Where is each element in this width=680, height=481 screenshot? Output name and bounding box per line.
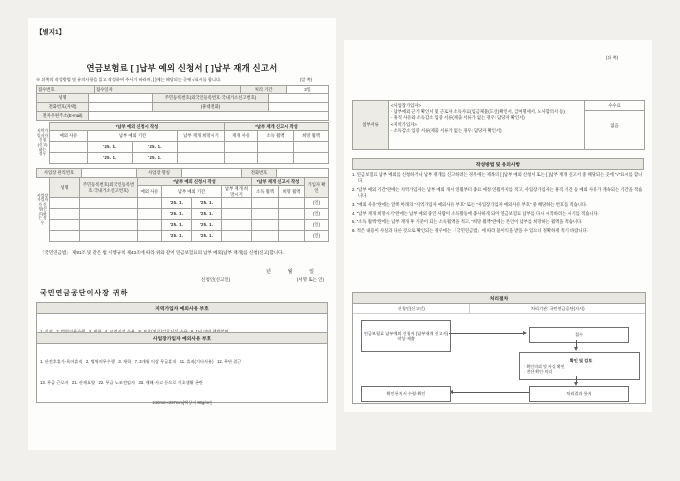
howto-items xyxy=(352,172,644,237)
workplace-codes xyxy=(36,332,328,403)
seal-mark: (인) xyxy=(305,220,329,231)
regional-section xyxy=(36,122,328,164)
workplace-side-label: 사업장가입자가 신청(신고)하는 경우 xyxy=(36,193,48,225)
howto-item: 4. "납부 재개 희망시기"란에는 납부 예외 중인 사람이 소득활동에 종사하게 되어 연금보험료 납부를 다시 시작하려는 시기를 적습니다. xyxy=(352,210,599,216)
blank-cell xyxy=(258,153,294,164)
howto-item: 1. 연금보험료 납부 예외를 신청하거나 납부 재개를 신고하려는 경우에는 제목의 [ ]납부 예외 신청서 또는 [ ]납부 재개 신고서 중 해당되는 곳에 "√"표시를 합니다. xyxy=(352,172,643,184)
workplace-tel-label: 전화번호 xyxy=(242,169,277,178)
seal-mark: (인) xyxy=(305,209,329,220)
blank-cell xyxy=(50,198,80,209)
workplace-col-period: 납부 예외 기간 xyxy=(162,186,222,198)
date-stamp: '25. 1. xyxy=(162,198,192,209)
blank-cell xyxy=(294,142,329,153)
receipt-date-label: 접수일자 xyxy=(95,86,241,94)
form-title: 연금보험료 [ ]납부 예외 신청서 [ ]납부 재개 신고서 xyxy=(86,63,278,73)
attachment-line: <지역가입자> xyxy=(391,121,417,127)
workplace-col-reason: 예외 사유 xyxy=(138,186,162,198)
workplace-col-rrn: 주민등록번호(외국인등록번호·국내거소신고번호) xyxy=(80,178,138,198)
process-review-title: 확인 및 검토 xyxy=(569,358,593,364)
arrow-down-icon xyxy=(576,340,577,347)
declaration-text: 「국민연금법」 제91조 및 같은 법 시행규칙 제43조에 따라 위와 같이 연금보험료의 납부 예외(납부 재개)를 신청(신고)합니다. xyxy=(40,250,284,255)
blank-cell xyxy=(50,209,80,220)
blank-cell xyxy=(138,209,162,220)
workplace-section xyxy=(36,177,328,242)
back-side-mark: (뒤 쪽) xyxy=(606,55,619,60)
name-value-cell xyxy=(89,94,153,103)
workplace-group2-header: *납부 재개 신고시 작성 xyxy=(252,178,305,186)
howto-item: 3. "예외 사유"란에는 앞쪽 아래의 "지역가입자 예외사유 부호" 또는 "사업장가입자 예외사유 부호" 중 해당하는 번호를 적습니다. xyxy=(352,201,588,207)
regional-side-label: 지역가입자가 신청(신고)하는 경우 xyxy=(36,129,48,157)
workplace-col-name: 성명 xyxy=(50,178,80,198)
email-value-cell xyxy=(89,112,329,121)
workplace-col-hope: 희망 월액 xyxy=(279,186,305,198)
date-stamp: '25. 1. xyxy=(162,231,192,242)
blank-cell xyxy=(138,220,162,231)
regional-col-period: 납부 예외 기간 xyxy=(88,131,178,142)
howto-item: 5. "소득 월액"란에는 납부 재개 후 기준이 되는 소득월액을 적고, "희망 월액"란에는 본인이 납부를 희망하는 월액을 적습니다. xyxy=(352,219,583,225)
codes-line: 13. 무급 근로자 21. 산재요양 22. 무급 노조전임자 33. 재해·사고 등으로 기초생활 곤란 xyxy=(40,379,203,385)
workplace-col-resume: 납부 재개 희망시기 xyxy=(222,186,252,198)
process-section xyxy=(352,292,646,404)
process-review-note: · 전산 확인·처리 xyxy=(524,368,553,374)
fee-value: 없음 xyxy=(610,123,619,129)
blank-cell xyxy=(225,142,258,153)
sign-note: (서명 또는 인) xyxy=(296,277,324,282)
arrow-left-icon xyxy=(453,392,529,393)
regional-col-resume: 납부 재개 희망시기 xyxy=(178,131,225,142)
workplace-col-income: 소득 월액 xyxy=(252,186,279,198)
processing-period-label: 처리 기간 xyxy=(241,86,287,94)
form-notice: ※ 뒤쪽의 작성방법 및 유의사항을 읽고 작성하여 주시기 바라며, [ ]에는 해당되는 곳에 √표시를 합니다. xyxy=(36,77,222,82)
workplace-row xyxy=(50,198,329,209)
workplace-row xyxy=(50,209,329,220)
regional-col-income: 소득 월액 xyxy=(258,131,294,142)
process-confirm-box: 확인통지서 수령·확인 xyxy=(361,386,451,402)
process-review-box xyxy=(519,352,640,380)
attachment-line: - 납부예외 근거 확인서 및 근로자 소득자료(임금체불(도산)확인서, 급여명세서, 노사합의서 등) xyxy=(391,109,565,115)
paper-spec-note: 210mm×297mm[백상지 80g/m²] xyxy=(152,400,212,405)
blank-cell xyxy=(80,209,138,220)
date-stamp: '25. 1. xyxy=(133,142,178,153)
processing-period-value: 3일 xyxy=(287,86,329,94)
attachment-line: - 소득감소 입증 서류(제출 서류가 없는 경우: 담당자 확인서) xyxy=(391,127,502,133)
blank-cell xyxy=(252,220,279,231)
fee-label: 수수료 xyxy=(585,101,644,111)
signer-line xyxy=(36,277,324,283)
blank-cell xyxy=(80,220,138,231)
name-label: 성명 xyxy=(37,94,89,103)
fee-cell xyxy=(585,101,645,150)
date-stamp: '25. 1. xyxy=(162,220,192,231)
blank-cell xyxy=(50,142,88,153)
date-stamp: '25. 1. xyxy=(192,220,222,231)
howto-header xyxy=(352,158,644,170)
regional-col-hope: 희망 월액 xyxy=(294,131,329,142)
attachments-list xyxy=(389,101,585,150)
process-notify-box: 처리결과 통지 xyxy=(529,386,629,402)
process-title: 처리절차 xyxy=(353,293,645,304)
rrn-label: 주민등록번호(외국인등록번호·국내거소신고번호) xyxy=(153,94,269,103)
blank-cell xyxy=(80,231,138,242)
regional-col-reason: 예외 사유 xyxy=(50,131,88,142)
addressee: 국민연금공단이사장 귀하 xyxy=(40,290,129,297)
email-label: 전자우편주소(E-mail) xyxy=(37,112,89,121)
date-stamp: '25. 1. xyxy=(133,153,178,164)
date-stamp: '25. 1. xyxy=(88,142,133,153)
date-stamp: '25. 1. xyxy=(192,209,222,220)
blank-cell xyxy=(279,198,305,209)
howto-item: 6. 적은 내용이 사실과 다른 것으로 확인되는 경우에는 「국민연금법」에 따라 불이익을 받을 수 있으니 정확하게 적기 바랍니다. xyxy=(352,228,588,234)
process-actor-applicant: 신청인(신고인) xyxy=(353,304,470,313)
attachments-table xyxy=(352,100,644,150)
date-line: 년 월 일 xyxy=(266,269,314,275)
blank-cell xyxy=(279,209,305,220)
attachment-line: <사업장가입자> xyxy=(391,103,421,108)
date-stamp: '25. 1. xyxy=(192,198,222,209)
date-stamp: '25. 1. xyxy=(192,231,222,242)
regional-row xyxy=(50,142,329,153)
tel-label: 전화번호(자택) xyxy=(37,103,89,112)
rrn-value-cell xyxy=(269,94,329,103)
workplace-codes-title: 사업장가입자 예외사유 부호 xyxy=(36,332,328,344)
blank-cell xyxy=(50,231,80,242)
blank-cell xyxy=(222,220,252,231)
blank-cell xyxy=(225,153,258,164)
howto-item: 2. "납부 예외 기간"란에는 지역가입자는 납부 예외 개시 연월부터 종료 예정 연월까지를 적고, 사업장가입자는 휴직 기간 등 예외 사유가 계속되는 기간을 적습니다. xyxy=(352,186,643,199)
attachment-label: 【별지1】 xyxy=(36,29,66,36)
blank-cell xyxy=(252,209,279,220)
regional-codes-title: 지역가입자 예외사유 부호 xyxy=(36,302,328,314)
blank-cell xyxy=(50,220,80,231)
process-submit-box: 연금보험료 납부예외 신청서 (납부재개 신고서) 작성·제출 xyxy=(361,320,451,352)
process-receive-box: 접수 xyxy=(529,327,629,343)
attachments-label: 첨부서류 xyxy=(353,101,389,150)
workplace-name-label: 사업장 명칭 xyxy=(137,169,182,178)
process-flow xyxy=(353,314,645,402)
workplace-group1-header: *납부 예외 신청시 작성 xyxy=(138,178,252,186)
blank-cell xyxy=(222,231,252,242)
arrow-right-icon xyxy=(523,331,527,335)
process-actor-agency: 처리기관: 국민연금공단(지사) xyxy=(530,305,585,311)
applicant-table xyxy=(36,93,328,121)
blank-cell xyxy=(294,153,329,164)
regional-group2-header: *납부 재개 신고시 작성 xyxy=(225,123,329,131)
blank-cell xyxy=(252,198,279,209)
process-actors xyxy=(353,304,645,314)
regional-row xyxy=(50,153,329,164)
front-side-mark: (앞 쪽) xyxy=(300,77,313,82)
date-stamp: '25. 1. xyxy=(162,209,192,220)
blank-cell xyxy=(80,198,138,209)
process-review-note: · 확인의뢰 및 사실 확인 xyxy=(524,363,565,369)
regional-group1-header: *납부 예외 신청시 작성 xyxy=(50,123,225,131)
blank-cell xyxy=(178,142,225,153)
blank-cell xyxy=(279,220,305,231)
codes-line: 1. 산전후휴가·육아휴직 2. 병역의무수행 3. 재학 7. 3개월 이상 무급휴직 11. 휴직(기타사유) 12. 무단 결근 xyxy=(40,359,242,365)
date-stamp: '25. 1. xyxy=(88,153,133,164)
signer-label: 신청인(신고인) xyxy=(201,277,231,282)
seal-mark: (인) xyxy=(305,198,329,209)
workplace-row xyxy=(50,220,329,231)
mobile-label: (휴대전화) xyxy=(153,103,269,112)
tel-value-cell xyxy=(89,103,153,112)
blank-cell xyxy=(178,153,225,164)
blank-cell xyxy=(138,231,162,242)
receipt-no-label: 접수번호 xyxy=(37,86,95,94)
howto-title: 작성방법 및 유의사항 xyxy=(352,158,644,170)
workplace-mgmt-label: 사업장 관리번호 xyxy=(37,169,82,178)
seal-mark: (인) xyxy=(305,231,329,242)
workplace-row xyxy=(50,231,329,242)
workplace-col-confirm: 가입자 확인 xyxy=(305,178,329,198)
attachment-line: - 휴직 사유와 소득감소 입증 서류(제출 서류가 없는 경우: 담당자 확인서) xyxy=(391,115,525,121)
blank-cell xyxy=(50,153,88,164)
blank-cell xyxy=(222,209,252,220)
workplace-codes-body xyxy=(36,344,328,403)
mobile-value-cell xyxy=(269,103,329,112)
blank-cell xyxy=(222,198,252,209)
blank-cell xyxy=(252,231,279,242)
blank-cell xyxy=(138,198,162,209)
regional-col-resume-reason: 재개 사유 xyxy=(225,131,258,142)
arrow-down-icon xyxy=(574,347,578,351)
arrow-right-icon xyxy=(449,333,523,334)
blank-cell xyxy=(279,231,305,242)
blank-cell xyxy=(258,142,294,153)
